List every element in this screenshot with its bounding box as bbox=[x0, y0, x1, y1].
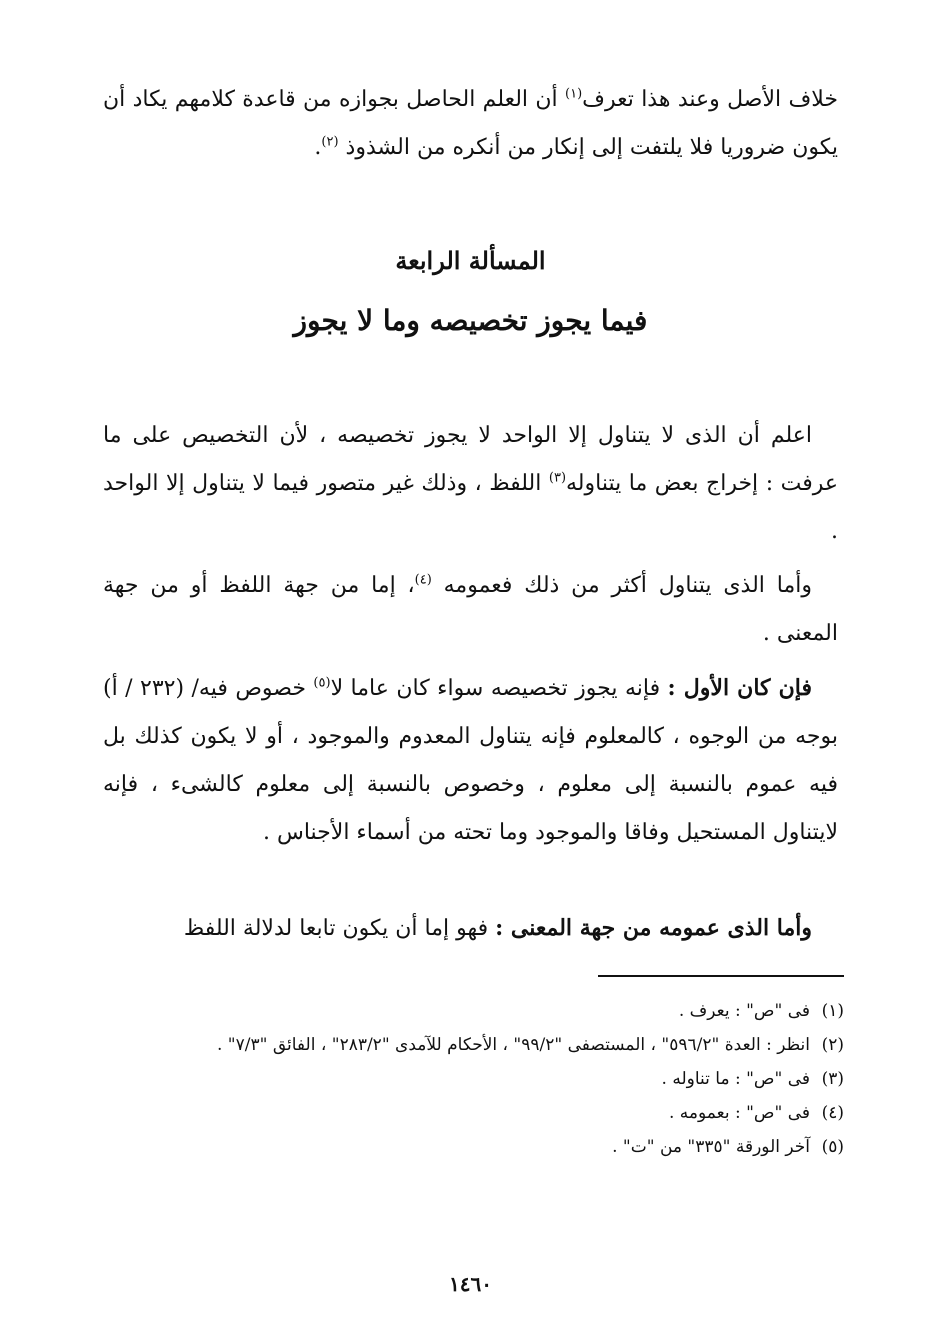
footnote-text: فى "ص" : يعرف . bbox=[678, 1001, 810, 1021]
footnote-text: فى "ص" : ما تناوله . bbox=[661, 1069, 810, 1089]
paragraph-3 bbox=[103, 664, 838, 857]
footnote-ref-2: (٢) bbox=[321, 134, 339, 150]
footnote-divider bbox=[598, 975, 844, 977]
paragraph-3-lead: فإن كان الأول : bbox=[667, 675, 812, 701]
paragraph-1 bbox=[103, 412, 838, 556]
footnote-number: (٣) bbox=[821, 1069, 844, 1089]
paragraph-2-text-b: ، إما من جهة اللفظ أو من جهة المعنى . bbox=[103, 573, 838, 646]
footnote-item bbox=[129, 994, 844, 1028]
intro-text-b: أن العلم الحاصل بجوازه من قاعدة كلامهم يكاد أن يكون ضروريا فلا يلتفت إلى إنكار من أنكره من الشذوذ bbox=[103, 87, 838, 160]
page-number: ١٤٦٠ bbox=[449, 1272, 492, 1296]
footnote-ref-4: (٤) bbox=[414, 572, 432, 588]
footnote-item bbox=[129, 1062, 844, 1096]
section-heading: المسألة الرابعة bbox=[395, 246, 546, 275]
intro-text-a: خلاف الأصل وعند هذا تعرف bbox=[582, 87, 838, 112]
paragraph-4 bbox=[103, 904, 838, 953]
footnote-number: (٤) bbox=[821, 1103, 844, 1123]
footnote-text: انظر : العدة "٥٩٦/٢" ، المستصفى "٩٩/٢" ، الأحكام للآمدى "٢٨٣/٢" ، الفائق "٧/٣" . bbox=[216, 1035, 810, 1055]
intro-paragraph bbox=[103, 76, 838, 172]
footnotes bbox=[129, 994, 844, 1164]
footnote-text: آخر الورقة "٣٣٥" من "ت" . bbox=[612, 1137, 810, 1157]
footnote-item bbox=[129, 1028, 844, 1062]
section-subheading: فيما يجوز تخصيصه وما لا يجوز bbox=[293, 304, 648, 337]
footnote-number: (٢) bbox=[821, 1035, 844, 1055]
paragraph-4-text-a: فهو إما أن يكون تابعا لدلالة اللفظ bbox=[183, 916, 496, 941]
footnote-number: (١) bbox=[821, 1001, 844, 1021]
paragraph-3-text-a: فإنه يجوز تخصيصه سواء كان عاما لا bbox=[330, 676, 668, 701]
footnote-ref-5: (٥) bbox=[313, 675, 331, 691]
footnote-item bbox=[129, 1096, 844, 1130]
paragraph-1-text-a: اعلم أن الذى لا يتناول إلا الواحد لا يجوز تخصيصه ، لأن التخصيص على ما عرفت : إخراج بعض ما يتناوله bbox=[103, 423, 839, 496]
paragraph-2 bbox=[103, 562, 838, 658]
footnote-item bbox=[129, 1130, 844, 1164]
paragraph-1-text-b: اللفظ ، وذلك غير متصور فيما لا يتناول إلا الواحد . bbox=[103, 471, 838, 544]
paragraph-2-text-a: وأما الذى يتناول أكثر من ذلك فعمومه bbox=[431, 573, 812, 598]
footnote-number: (٥) bbox=[821, 1137, 844, 1157]
paragraph-3-text-b: خصوص فيه/ (٢٣٢ / أ) بوجه من الوجوه ، كالمعلوم فإنه يتناول المعدوم والموجود ، أو لا يكون كذلك بل فيه عموم بالنسبة إلى معلوم ، وخصوص بالنسبة إلى معلوم كالشىء ، فإنه لايتناول المستحيل وفاقا والموجود وما تحته من أسماء الأجناس . bbox=[103, 676, 838, 845]
footnote-text: فى "ص" : بعمومه . bbox=[669, 1103, 810, 1123]
footnote-ref-3: (٣) bbox=[548, 470, 567, 486]
intro-text-c: . bbox=[314, 135, 322, 160]
paragraph-4-lead: وأما الذى عمومه من جهة المعنى : bbox=[495, 915, 812, 941]
footnote-ref-1: (١) bbox=[565, 86, 583, 102]
